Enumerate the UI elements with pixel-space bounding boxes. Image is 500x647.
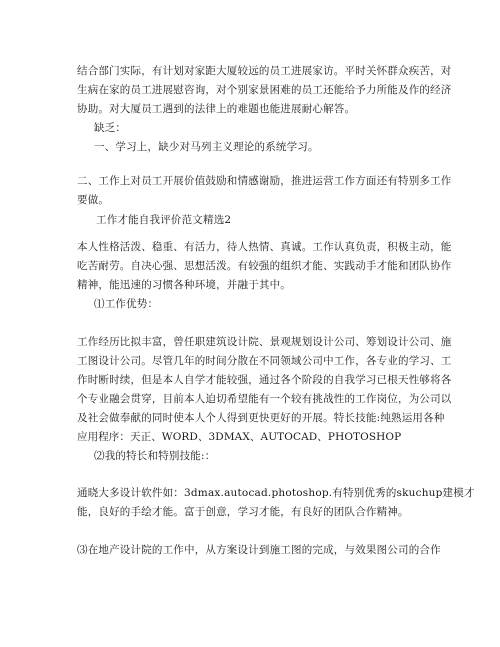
text-line: 能，良好的手绘才能。富于创意，学习才能，有良好的团队合作精神。 xyxy=(77,506,409,518)
text-line: ⑶在地产设计院的工作中，从方案设计到施工图的完成，与效果图公司的合作 xyxy=(77,544,441,556)
text-line: 吃苦耐劳。自决心强、思想活泼。有较强的组织才能、实践动手才能和团队协作 xyxy=(77,260,452,272)
text-line: 通晓大多设计软件如：3dmax.autocad.photoshop.有特别优秀的skuchup建模才 xyxy=(77,487,475,499)
text-line: 二、工作上对员工开展价值鼓励和情感谢励，推进运营工作方面还有特别多工作 xyxy=(77,175,452,187)
text-line: 生病在家的员工进展慰咨询，对个别家景困难的员工还能给予力所能及作的经济 xyxy=(77,84,452,96)
text-line: 及社会做奉献的同时使本人个人得到更快更好的开展。特长技能:纯熟运用各种 xyxy=(77,412,445,424)
subheading: ⑴工作优势： xyxy=(94,298,159,310)
text-line: 精神，能迅速的习惯各种环境，并融于其中。 xyxy=(77,279,291,291)
subheading: ⑵我的特长和特别技能:： xyxy=(94,450,216,462)
text-line: 作时断时续，但是本人自学才能较强，通过各个阶段的自我学习已根天性够将各 xyxy=(77,374,452,386)
text-line: 要做。 xyxy=(77,194,110,206)
text-line: 工图设计公司。尽管几年的时间分散在不同领域公司中工作，各专业的学习、工 xyxy=(77,355,452,367)
text-line: 一、学习上，缺少对马列主义理论的系统学习。 xyxy=(94,141,319,153)
text-line: 缺乏： xyxy=(94,122,127,134)
text-line: 本人性格活泼、稳重、有活力，待人热情、真诚。工作认真负责，积极主动，能 xyxy=(77,241,452,253)
text-line: 工作经历比拟丰富，曾任职建筑设计院、景观规划设计公司、筹划设计公司、施 xyxy=(77,336,452,348)
text-line: 协助。对大厦员工遇到的法律上的难题也能进展耐心解答。 xyxy=(77,103,356,115)
section-heading: 工作才能自我评价范文精选2 xyxy=(96,214,232,226)
text-line: 应用程序：天正、WORD、3DMAX、AUTOCAD、PHOTOSHOP xyxy=(77,431,402,443)
text-line: 结合部门实际，有计划对家距大厦较远的员工进展家访。平时关怀群众疾苦，对 xyxy=(77,65,452,77)
text-line: 个专业融会贯穿，目前本人迫切希望能有一个较有挑战性的工作岗位，为公司以 xyxy=(77,393,452,405)
